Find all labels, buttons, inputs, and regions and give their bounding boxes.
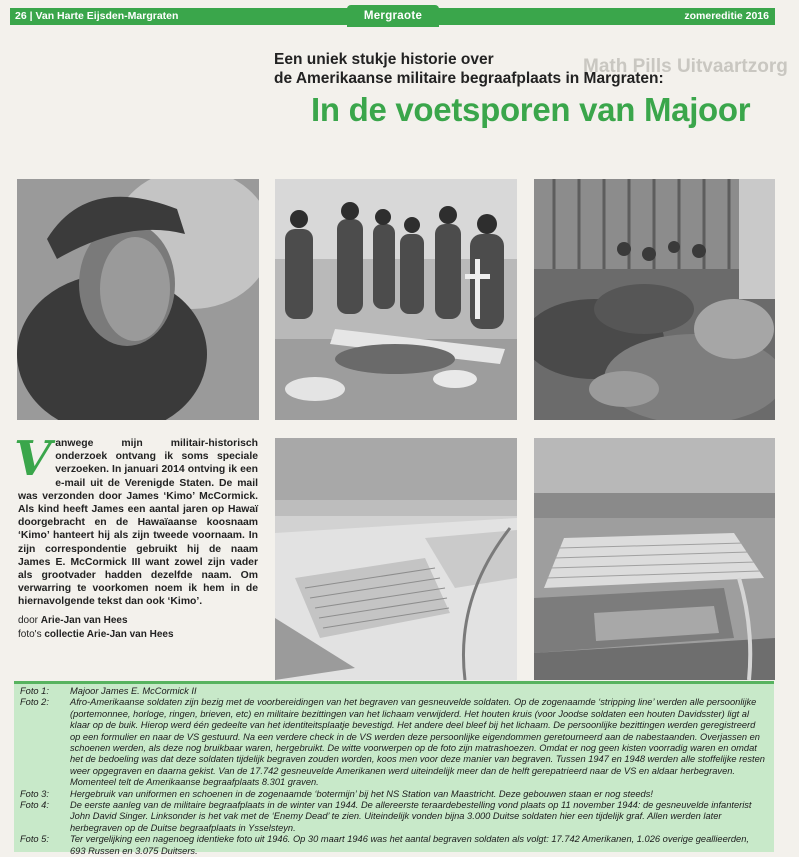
caption-label: Foto 2:	[20, 697, 49, 708]
article-credits	[18, 614, 174, 642]
photo-credit-name: collectie Arie-Jan van Hees	[44, 629, 174, 640]
author-name: Arie-Jan van Hees	[40, 615, 128, 626]
photo-botermijn	[534, 179, 775, 420]
caption-row	[14, 834, 774, 857]
caption-text: Afro-Amerikaanse soldaten zijn bezig met de voorbereidingen van het begraven van gesneuvelde soldaten. Op de zogenaamde ‘stripping line’ werden alle persoonlijke (portemonnee, horloge, ringen, brieven, etc) en militaire bezittingen van het lichaam verwijderd. Het houten kruis (voor Joodse soldaten een houten Davidsster) ligt al klaar op de buik. Hierop werd één gedeelte van het identiteitsplaatje bevestigd. Het andere deel bleef bij het lichaam. De persoonlijke bezittingen werden geregistreerd op een formulier en naar de VS gestuurd. Na een verdere check in de VS werden deze persoonlijke eigendommen geretourneerd aan de nabestaanden. Overjassen en schoenen werden, als deze nog bruikbaar waren, hergebruikt. De witte voorwerpen op de foto zijn matrashoezen. Omdat er nog geen kisten voorradig waren en omdat het de bedoeling was dat deze soldaten tijdelijk begraven zouden worden, koos men voor deze manier van begraven. Tussen 1947 en 1948 werden alle stoffelijke resten weer opgegraven en daarna gekist. Van de 17.742 gesneuvelde Amerikanen werd uiteindelijk meer dan de helft gerepatrieerd naar de VS en aldaar herbegraven. Momenteel telt de Amerikaanse begraafplaats 8.301 graven.	[70, 697, 765, 788]
page-header-bar	[10, 8, 775, 25]
photo-credit	[18, 628, 174, 642]
page-number-publication: 26 | Van Harte Eijsden-Margraten	[15, 10, 179, 22]
author-credit	[18, 614, 174, 628]
caption-label: Foto 4:	[20, 800, 49, 811]
photo-major-portrait	[17, 179, 259, 420]
article-kicker	[274, 50, 774, 88]
caption-label: Foto 3:	[20, 788, 49, 799]
caption-text: Hergebruik van uniformen en schoenen in de zogenaamde ‘botermijn’ bij het NS Station van Maastricht. Deze gebouwen staan er nog steeds!	[70, 788, 653, 799]
bleed-through-text: Math Pills Uitvaartzorg	[583, 56, 788, 77]
author-prefix: door	[18, 615, 41, 626]
caption-label: Foto 5:	[20, 834, 49, 845]
caption-row	[14, 800, 774, 834]
caption-row	[14, 789, 774, 800]
photo-cemetery-1944	[275, 438, 517, 680]
section-tab: Mergraote	[347, 5, 439, 27]
article-headline: In de voetsporen van Majoor	[311, 91, 751, 128]
caption-label: Foto 1:	[20, 686, 49, 696]
caption-text: Ter vergelijking een nagenoeg identieke foto uit 1946. Op 30 maart 1946 was het aantal begraven soldaten als volgt: 17.742 Amerikanen, 1.026 overige geallieerden, 693 Russen en 3.075 Duitsers.	[70, 834, 749, 856]
photo-captions-box	[14, 681, 774, 856]
edition-label: zomereditie 2016	[684, 10, 769, 22]
drop-cap: V	[14, 431, 52, 487]
photo-credit-prefix: foto's	[18, 629, 45, 640]
photo-cemetery-1946	[534, 438, 775, 680]
intro-text: anwege mijn militair-historisch onderzoek ontvang ik soms speciale verzoeken. In januari 2014 ontving ik een e-mail uit de Verenigde Staten. De mail was verzonden door James ‘Kimo’ McCormick. Als kind heeft James een aantal jaren op Hawaï doorgebracht en de Hawaïaanse koosnaam ‘Kimo’ hanteert hij als zijn tweede voornaam. In zijn correspondentie gebruikt hij de naam James E. McCormick III want zowel zijn vader als grootvader hadden dezelfde naam. Om verwarring te voorkomen noem ik hem in de hiernavolgende tekst dan ook ‘Kimo’.	[18, 438, 258, 608]
caption-row	[14, 686, 774, 697]
article-intro	[14, 431, 258, 609]
caption-text: De eerste aanleg van de militaire begraafplaats in de winter van 1944. De allereerste teraardebestelling vond plaats op 11 november 1944: de gesneuvelde infanterist John David Singer. Linksonder is het vak met de ‘Enemy Dead’ te zien. Uiteindelijk vonden bijna 3.000 Duitse soldaten hier een tijdelijk graf. Allen werden later herbegraven op de Duitse begraafplaats in Ysselsteyn.	[70, 800, 752, 833]
caption-text: Majoor James E. McCormick II	[70, 686, 197, 696]
caption-row	[14, 697, 774, 788]
photo-stripping-line	[275, 179, 517, 420]
kicker-line-2: de Amerikaanse militaire begraafplaats in Margraten:	[274, 70, 664, 87]
kicker-line-1: Een uniek stukje historie over	[274, 51, 494, 68]
